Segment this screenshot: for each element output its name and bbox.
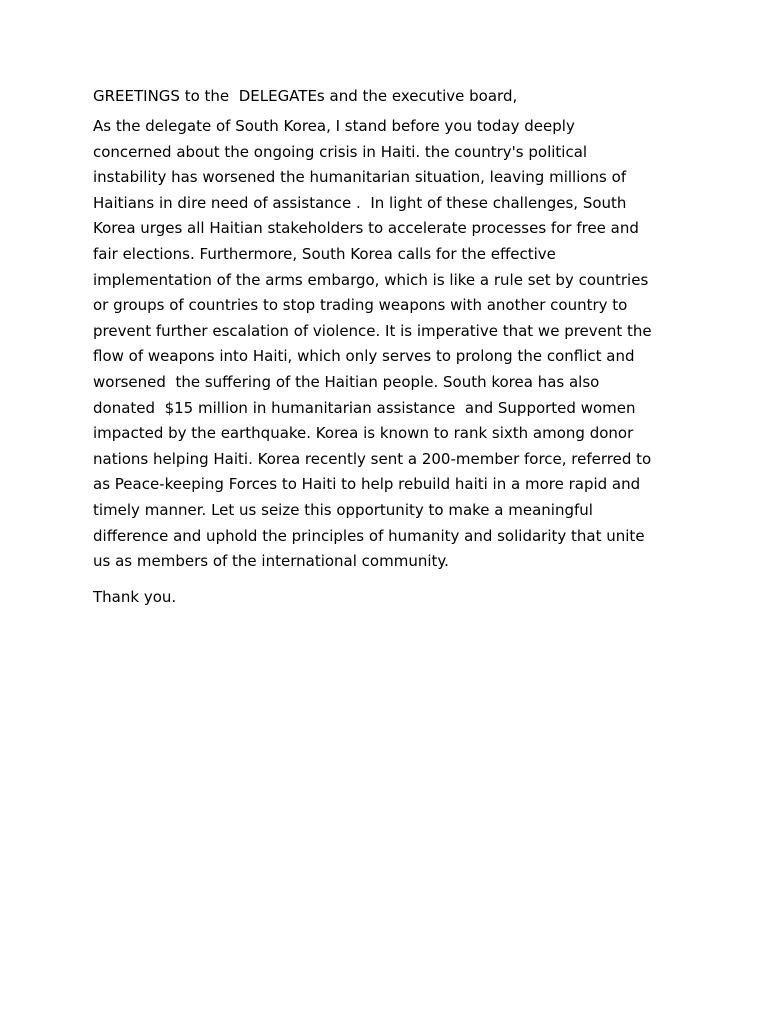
document-body — [93, 84, 673, 610]
closing-line: Thank you. — [93, 587, 177, 606]
paragraph-line: difference and uphold the principles of humanity and solidarity that unite — [93, 526, 645, 545]
paragraph-line: prevent further escalation of violence. It is imperative that we prevent the — [93, 321, 652, 340]
paragraph-line: us as members of the international community. — [93, 552, 449, 571]
paragraph-line: donated $15 million in humanitarian assistance and Supported women — [93, 398, 636, 417]
paragraph-line: timely manner. Let us seize this opportunity to make a meaningful — [93, 500, 593, 519]
paragraph-line: as Peace-keeping Forces to Haiti to help rebuild haiti in a more rapid and — [93, 475, 641, 494]
paragraph-line: impacted by the earthquake. Korea is known to rank sixth among donor — [93, 424, 634, 443]
paragraph-line: nations helping Haiti. Korea recently sent a 200-member force, referred to — [93, 449, 652, 468]
paragraph-line: instability has worsened the humanitarian situation, leaving millions of — [93, 168, 627, 187]
paragraph-line: concerned about the ongoing crisis in Haiti. the country's political — [93, 142, 588, 161]
speech-paragraph — [93, 114, 673, 575]
paragraph-line: worsened the suffering of the Haitian people. South korea has also — [93, 372, 600, 391]
paragraph-line: implementation of the arms embargo, which is like a rule set by countries — [93, 270, 649, 289]
paragraph-line: As the delegate of South Korea, I stand before you today deeply — [93, 117, 575, 135]
paragraph-line: Haitians in dire need of assistance . In light of these challenges, South — [93, 193, 627, 212]
greeting-line: GREETINGS to the DELEGATEs and the executive board, — [93, 87, 518, 105]
paragraph-line: Korea urges all Haitian stakeholders to accelerate processes for free and — [93, 219, 639, 238]
paragraph-line: fair elections. Furthermore, South Korea calls for the effective — [93, 244, 556, 263]
paragraph-line: flow of weapons into Haiti, which only serves to prolong the conflict and — [93, 347, 635, 366]
paragraph-line: or groups of countries to stop trading weapons with another country to — [93, 296, 628, 315]
